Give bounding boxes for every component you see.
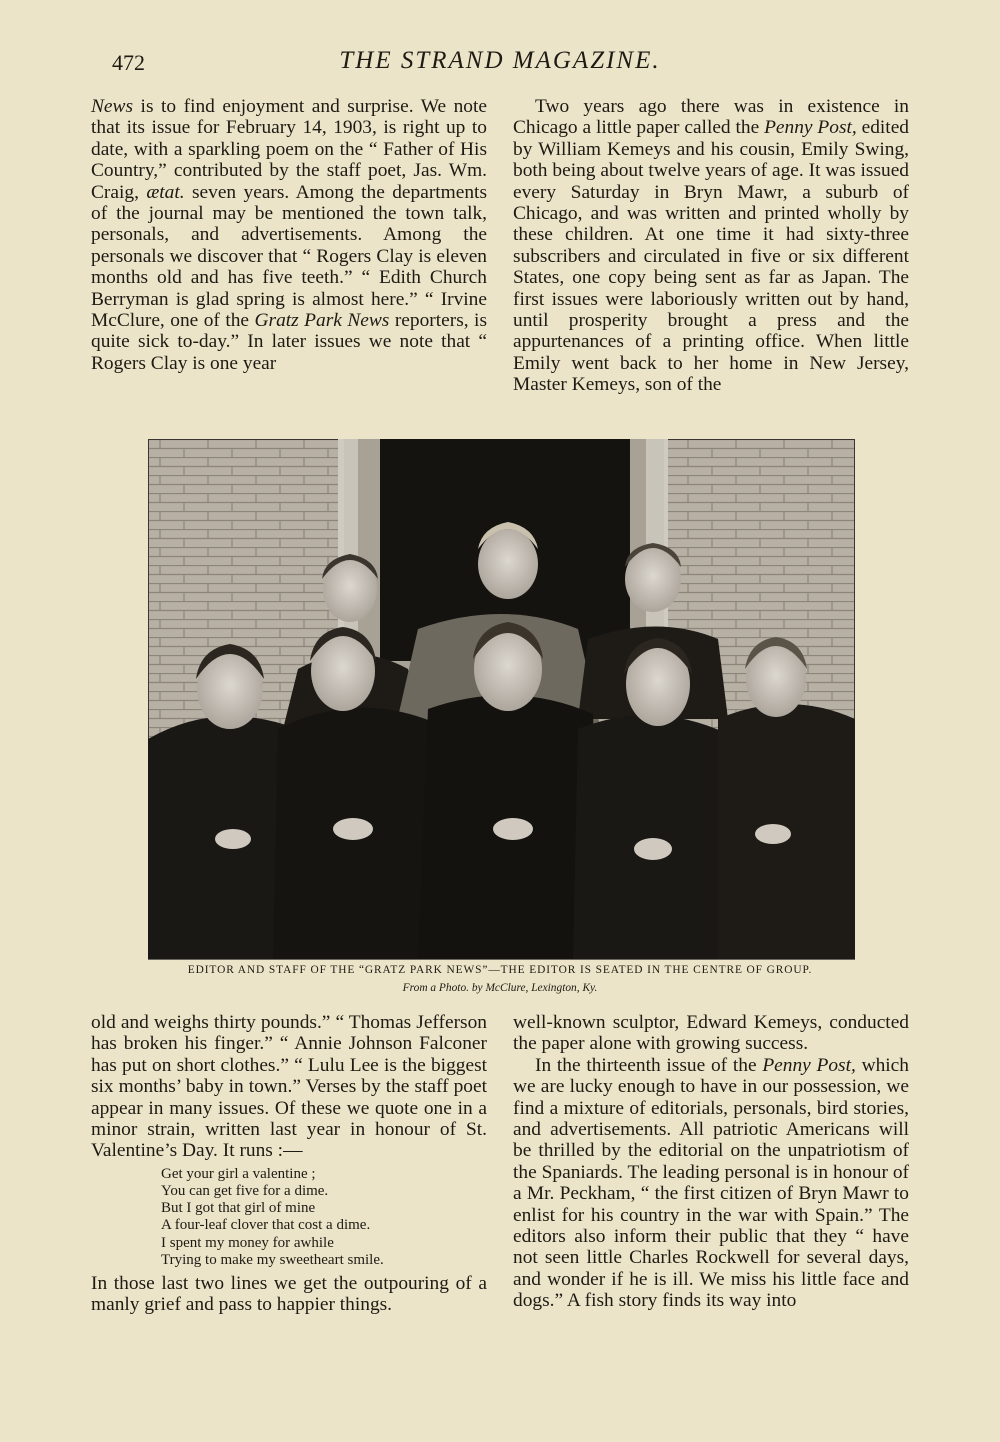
verse-line: A four-leaf clover that cost a dime. [161, 1217, 371, 1234]
photo-credit: From a Photo. by McClure, Lexington, Ky. [402, 982, 598, 994]
paragraph: In those last two lines we get the outpouring of a manly grief and pass to happier things. [91, 1273, 487, 1316]
verse-line: Get your girl a valentine ; [161, 1165, 316, 1182]
column-bottom-left [91, 1012, 487, 1316]
text-run: which we are lucky enough to have in our possession, we find a mixture of editorials, personals, bird stories, and advertisements. All patriotic Americans will be thrilled by the editorial on the unpatriotism of the Spaniards. The leading personal is in honour of a Mr. Peckham, “ the first citizen of Bryn Mawr to enlist for his country in the war with Spain.” The editors also inform their public that they “ have not seen little Charles Rockwell for several days, and wonder if he is ill. We miss his little face and dogs.” A fish story finds its way into [513, 1054, 909, 1312]
paragraph: well-known sculptor, Edward Kemeys, conducted the paper alone with growing success. [513, 1012, 909, 1055]
verse-line: Trying to make my sweetheart smile. [161, 1251, 384, 1268]
paragraph: old and weighs thirty pounds.” “ Thomas Jefferson has broken his finger.” “ Annie Johnson Falconer has put on short clothes.” “ Lulu Lee is the biggest six months’ baby in town.” Verses by the staff poet appear in many issues. Of these we quote one in a minor strain, written last year in honour of St. Valentine’s Day. It runs :— [91, 1012, 487, 1162]
paragraph [91, 96, 487, 374]
front-row-boys [148, 622, 855, 959]
publication-title: Penny Post, [762, 1054, 856, 1076]
text-run: In the thirteenth issue of the [535, 1054, 763, 1076]
column-top-right [513, 96, 909, 396]
latin-term: ætat. [146, 181, 185, 203]
publication-title: Gratz Park News [254, 310, 390, 332]
verse-line: You can get five for a dime. [161, 1183, 329, 1200]
paragraph [513, 96, 909, 396]
publication-title: Penny Post, [764, 117, 857, 139]
verse-line: I spent my money for awhile [161, 1234, 334, 1251]
column-top-left [91, 96, 487, 374]
column-bottom-right [513, 1012, 909, 1312]
paragraph [513, 1055, 909, 1312]
text-run: edited by William Kemeys and his cousin, Emily Swing, both being about twelve years of age. It was issued every Saturday in Bryn Mawr, a suburb of Chicago, and was written and printed wholly by these children. At one time it had sixty-three subscribers and circulated in five or six different States, one copy being sent as far as Japan. The first issues were laboriously written out by hand, until prosperity brought a press and the appurtenances of a printing office. When little Emily went back to her home in New Jersey, Master Kemeys, son of the [513, 117, 909, 396]
publication-title: News [91, 96, 134, 117]
running-title: THE STRAND MAGAZINE. [339, 47, 661, 74]
group-photograph [148, 439, 855, 960]
figure-caption: EDITOR AND STAFF OF THE “GRATZ PARK NEWS”—THE EDITOR IS SEATED IN THE CENTRE OF GROUP. [187, 964, 813, 976]
text-run: is to find enjoyment and surprise. We note that its issue for February 14, 1903, is right up to date, with a sparkling poem on the “ Father of His Country,” contributed by the staff poet, Jas. Wm. Craig, [91, 96, 487, 203]
text-run: seven years. Among the departments of the journal may be mentioned the town talk, personals, and advertisements. Among the personals we discover that “ Rogers Clay is eleven months old and has five teeth.” “ Edith Church Berryman is glad spring is almost here.” “ Irvine McClure, one of the [91, 181, 487, 332]
text-run: reporters, is quite sick to-day.” In later issues we note that “ Rogers Clay is one year [91, 310, 487, 374]
verse-line: But I got that girl of mine [161, 1200, 316, 1217]
valentine-verse [161, 1166, 487, 1269]
text-run: Two years ago there was in existence in Chicago a little paper called the [513, 96, 909, 139]
page-number: 472 [112, 50, 145, 75]
